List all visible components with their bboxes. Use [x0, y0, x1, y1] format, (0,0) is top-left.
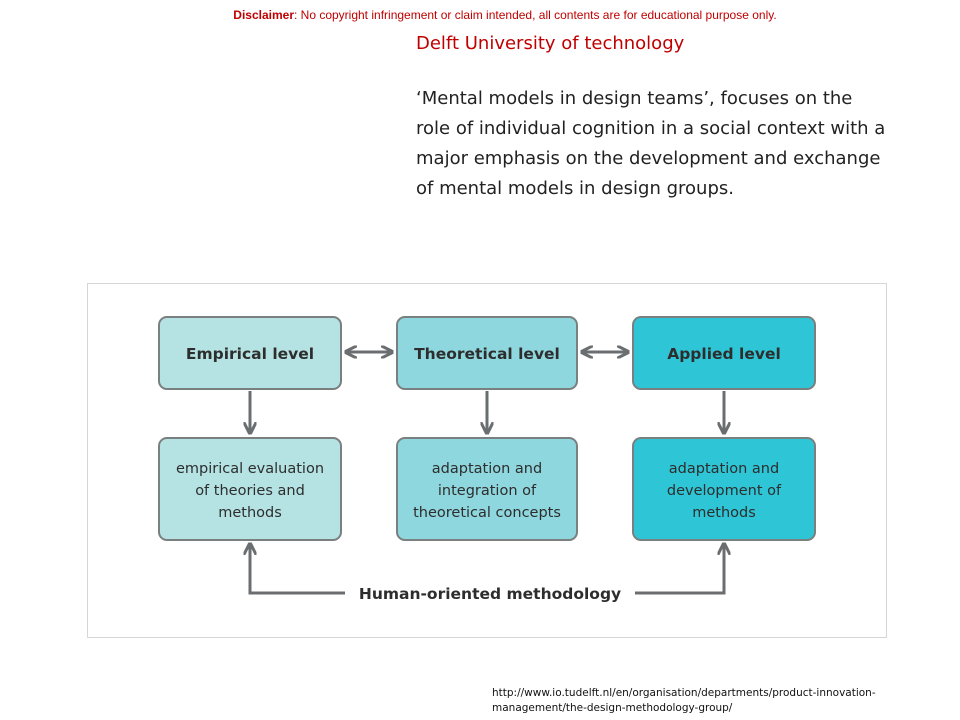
source-url-line-2[interactable]: management/the-design-methodology-group/	[492, 702, 733, 714]
theoretical-level-label: Theoretical level	[414, 345, 560, 363]
empirical-evaluation-line-3: methods	[218, 505, 282, 521]
theoretical-integration-line-2: integration of	[437, 483, 537, 499]
description-text: ‘Mental models in design teams’, focuses on the role of individual cognition in a social context with a major emphasis on the development and exchange of mental models in design groups.	[416, 88, 886, 199]
source-url-line-1[interactable]: http://www.io.tudelft.nl/en/organisation/departments/product-innovation-	[492, 687, 876, 699]
empirical-evaluation-line-2: of theories and	[195, 483, 305, 499]
disclaimer-label: Disclaimer	[233, 8, 294, 22]
disclaimer	[0, 8, 960, 22]
theoretical-integration-line-3: theoretical concepts	[413, 505, 561, 521]
human-oriented-methodology-label: Human-oriented methodology	[358, 585, 622, 603]
applied-development-line-2: development of	[666, 483, 782, 499]
applied-development-line-1: adaptation and	[668, 461, 780, 477]
source-url[interactable]	[492, 686, 932, 716]
disclaimer-text: : No copyright infringement or claim intended, all contents are for educational purpose only.	[293, 8, 777, 22]
theoretical-integration-line-1: adaptation and	[431, 461, 543, 477]
methodology-diagram	[87, 283, 887, 638]
empirical-level-label: Empirical level	[185, 345, 315, 363]
applied-level-label: Applied level	[667, 345, 781, 363]
university-title: Delft University of technology	[416, 33, 685, 54]
empirical-evaluation-line-1: empirical evaluation	[175, 461, 325, 477]
applied-development-line-3: methods	[692, 505, 756, 521]
